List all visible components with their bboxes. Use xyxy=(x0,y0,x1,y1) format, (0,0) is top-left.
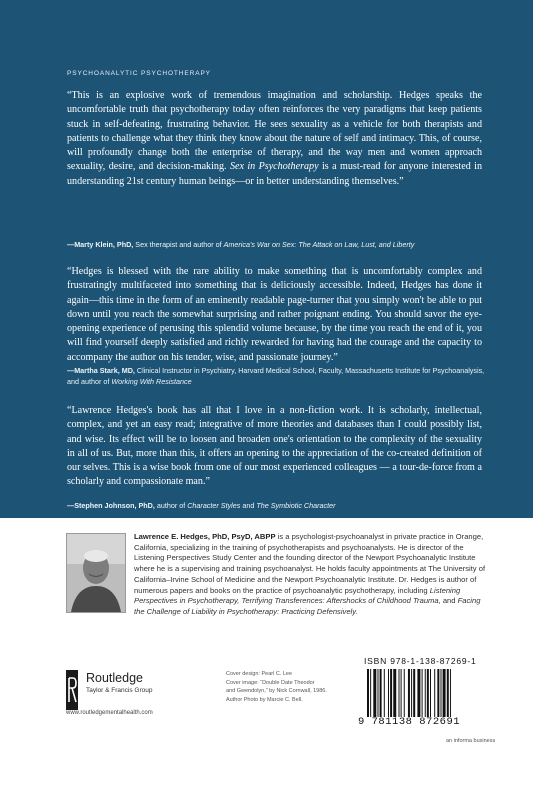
author-portrait-icon xyxy=(67,534,125,612)
endorsement-attribution-3: —Stephen Johnson, PhD, author of Character Styles and The Symbiotic Character xyxy=(67,501,336,510)
isbn-label: ISBN 978-1-138-87269-1 xyxy=(364,656,477,666)
publisher-url[interactable]: www.routledgementalhealth.com xyxy=(66,710,153,716)
endorsement-quote-2: “Hedges is blessed with the rare ability to make something that is uncomfortably complex and frustratingly multifaceted into something that is deliciously accessible. Indeed, Hedges has done it again—this time in the form of an eminently readable page-turner that you simply won't be able to put down until you reach the somewhat surprising and rather poignant ending. You should savor the eye-opening experience of perusing this splendid volume because, by the time you reach the end of it, you will find yourself deeply satisfied and richly rewarded for having had the courage and the capacity to accompany the author on his tender, wise, and passionate journey.” xyxy=(67,266,482,363)
series-label: PSYCHOANALYTIC PSYCHOTHERAPY xyxy=(67,70,211,77)
barcode-icon xyxy=(366,669,484,717)
routledge-r-icon xyxy=(66,670,78,710)
endorsement-attribution-1: —Marty Klein, PhD, Sex therapist and author of America's War on Sex: The Attack on Law, Lust, and Liberty xyxy=(67,240,415,249)
cover-credits xyxy=(226,670,346,704)
publisher-group: Taylor & Francis Group xyxy=(86,687,153,694)
endorsement-quote-1: “This is an explosive work of tremendous imagination and scholarship. Hedges speaks the uncomfortable truth that psychotherapy today often reinforces the very paradigms that keep patients stuck in self-defeating, frustrating behavior. He sees sexuality as a vehicle for both therapists and patients to challenge what they think they know about the nature of self and intimacy. This, of course, will profoundly change both the enterprise of therapy, and the way men and women approach sexuality, desire, and decision-making. Sex in Psychotherapy is a must-read for anyone interested in understanding 21st century human beings—or in better understanding themselves.” xyxy=(67,90,482,187)
credit-line: Cover image: “Double Date Theodor xyxy=(226,679,315,686)
endorsement-quote-3: “Lawrence Hedges's book has all that I love in a non-fiction work. It is scholarly, intellectual, complex, and yet an easy read; integrative of more theories and databases than I could possibly list, and wise. Its effect will be to loosen and broaden one's orientation to the complexity of the sexuality in all of us. But, more than this, it offers an opening to the appreciation of the co-created definition of our selves. This is a wise book from one of our most experienced colleagues — a tour-de-force from a scholarly and compassionate man.” xyxy=(67,405,482,488)
endorsement-attribution-2: —Martha Stark, MD, Clinical Instructor in Psychiatry, Harvard Medical School, Faculty, Massachusetts Institute for Psychoanalysis, and author of Working With Resistance xyxy=(67,366,485,386)
barcode-digits: 9 781138 872691 xyxy=(358,716,461,728)
author-bio: Lawrence E. Hedges, PhD, PsyD, ABPP is a psychologist-psychoanalyst in private practice in Orange, California, specializing in the training of psychotherapists and psychoanalysts. He is director of the Listening Perspectives Study Center and the founding director of the Newport Psychoanalytic Institute where he is a supervising and training psychoanalyst. He holds faculty appointments at The University of California–Irvine School of Medicine and the Newport Psychoanalytic Institute. Dr. Hedges is author of numerous papers and books on the practice of psychoanalytic psychotherapy, including Listening Perspectives in Psychotherapy, Terrifying Transferences: Aftershocks of Childhood Trauma, and Facing the Challenge of Liability in Psychotherapy: Practicing Defensively. xyxy=(134,532,486,616)
informa-tagline: an informa business xyxy=(446,738,496,744)
credit-line: Author Photo by Marcie C. Bell. xyxy=(226,696,303,703)
author-photo xyxy=(66,533,126,613)
credit-line: Cover design: Pearl C. Lee xyxy=(226,671,293,677)
credit-line: and Gwendolyn,” by Nick Cornwall, 1986. xyxy=(226,688,327,694)
publisher-name: Routledge xyxy=(86,671,143,685)
isbn-barcode xyxy=(356,654,491,734)
